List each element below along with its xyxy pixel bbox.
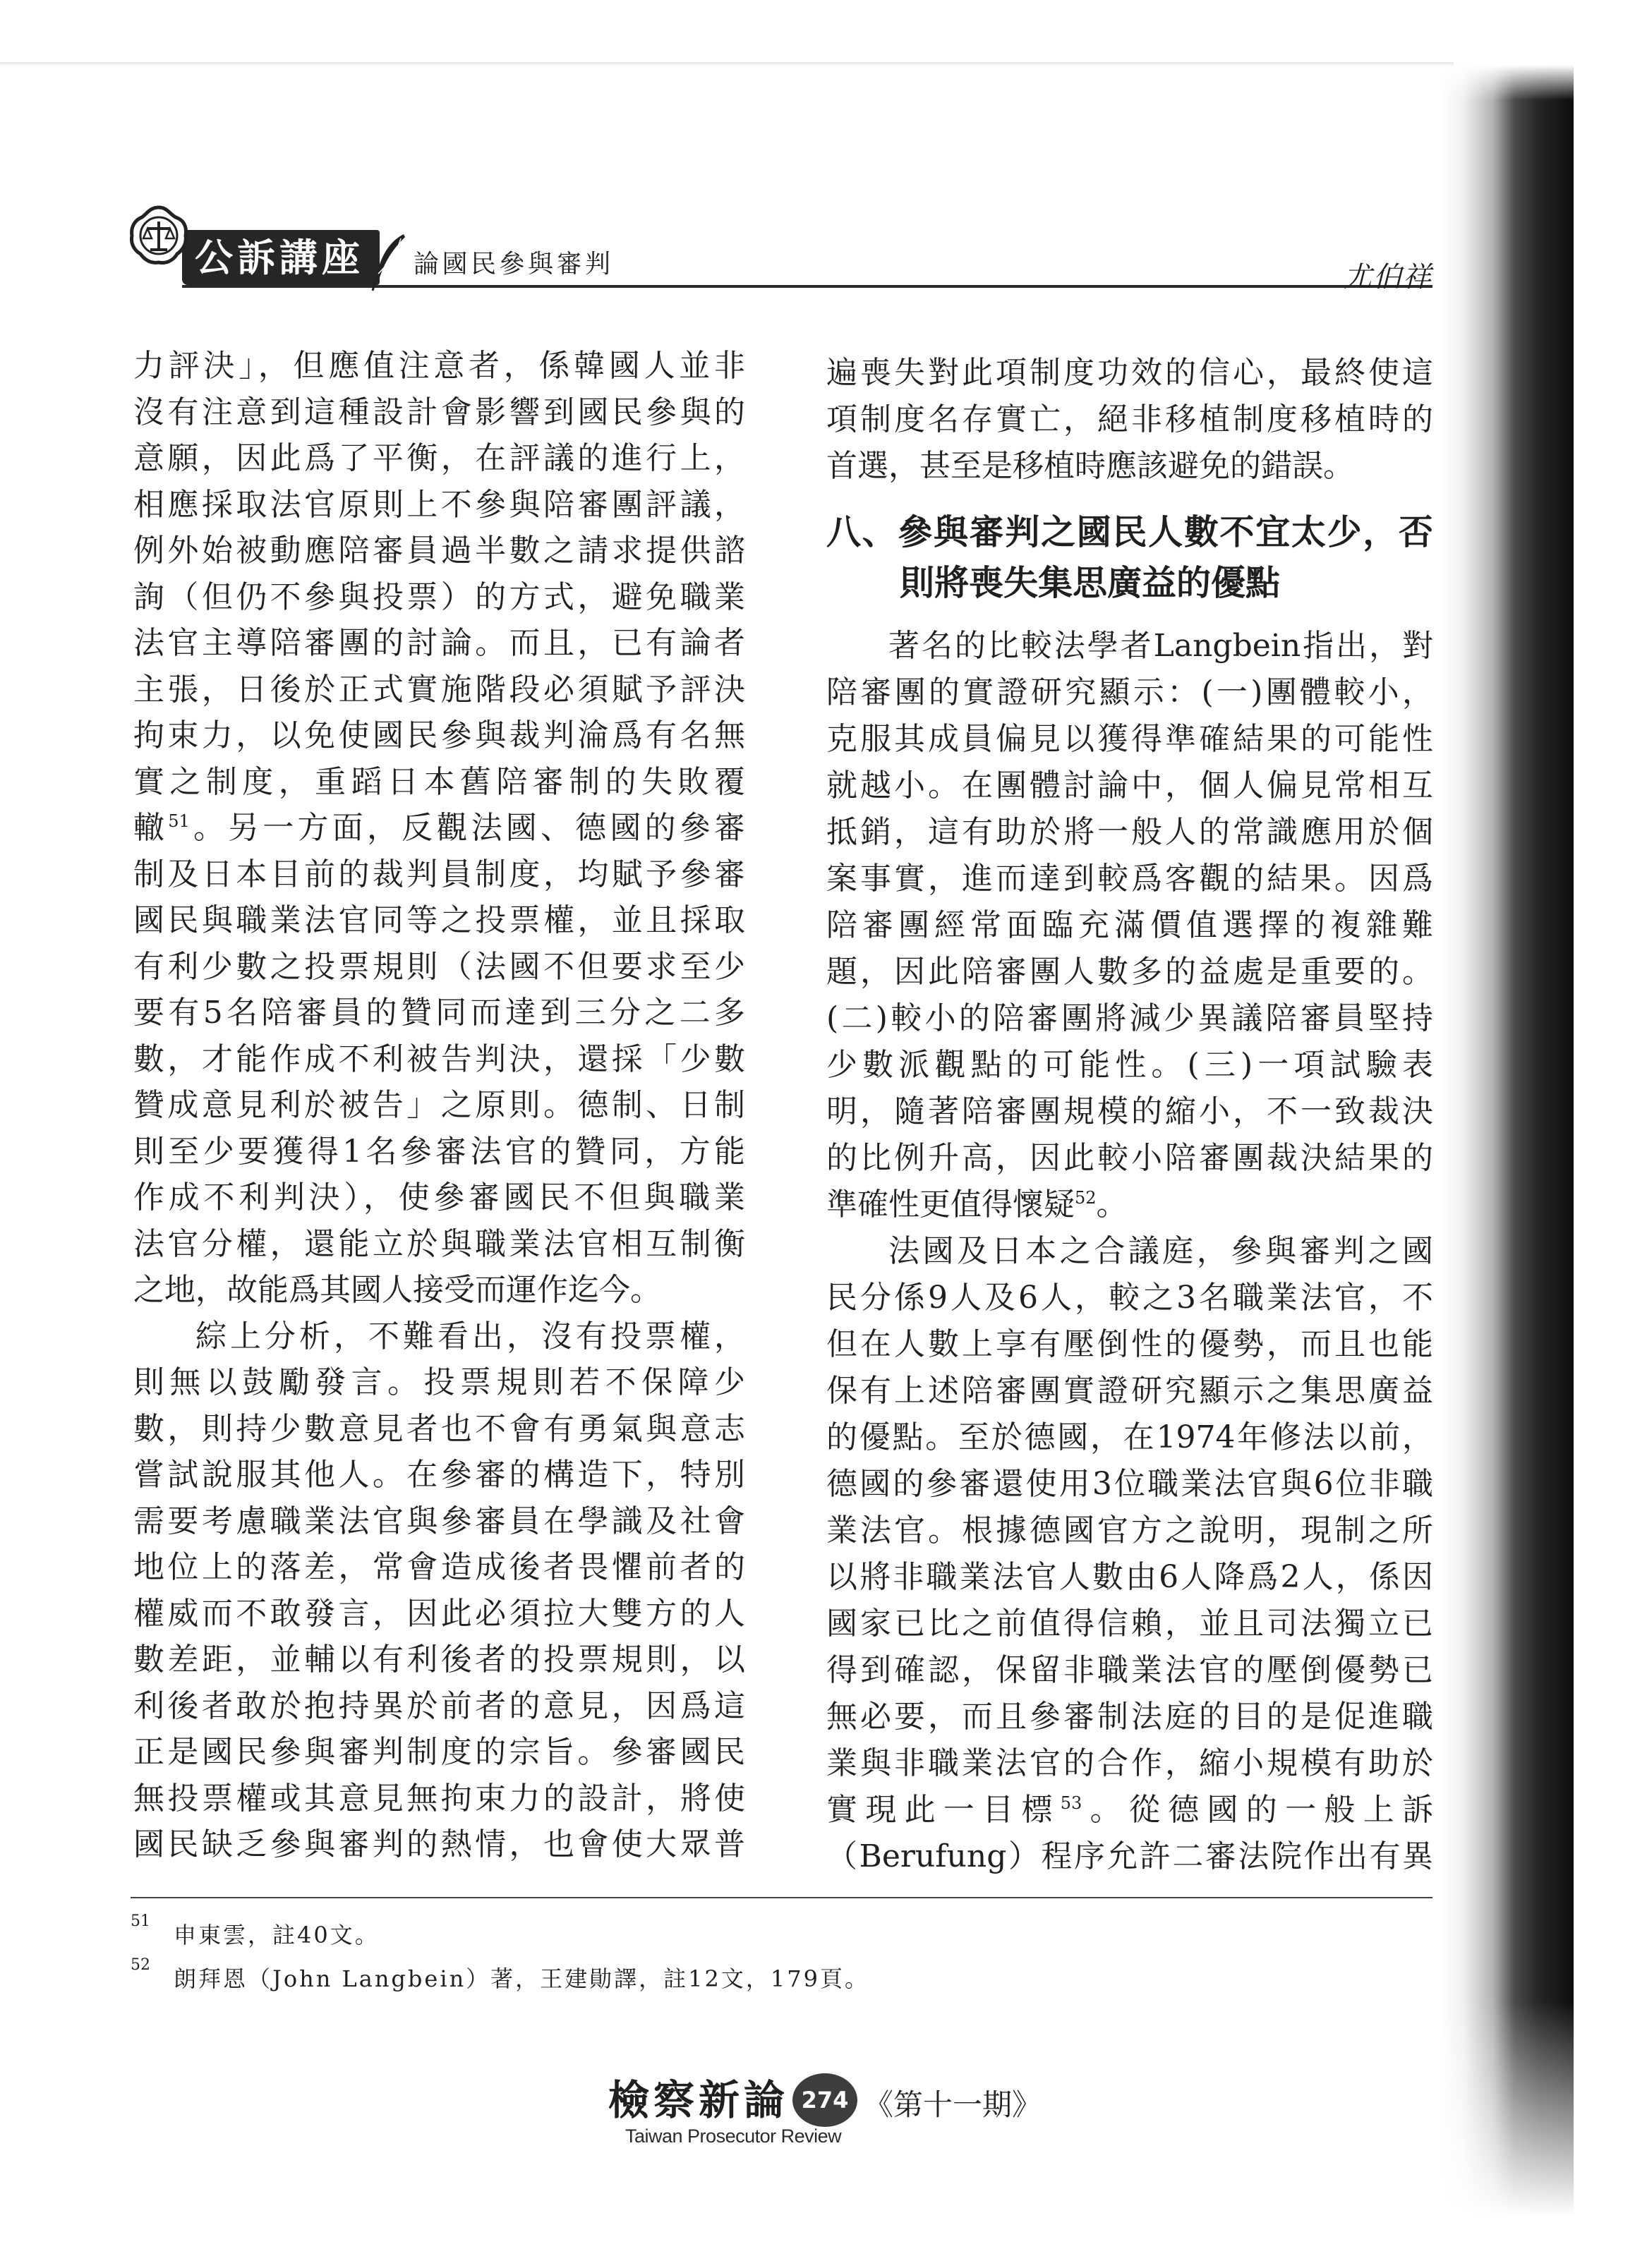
text-line: 陪審團經常面臨充滿價值選擇的複雜難 (826, 907, 1433, 943)
text-line: 的優點。至於德國，在1974年修法以前， (826, 1419, 1433, 1455)
text-line: 拘束力，以免使國民參與裁判淪爲有名無 (133, 717, 745, 753)
text-line: 克服其成員偏見以獲得準確結果的可能性 (826, 721, 1433, 757)
footnote-ref: 51 (168, 811, 190, 831)
text-line: 需要考慮職業法官與參審員在學識及社會 (133, 1503, 745, 1539)
text-line: 民分係9人及6人，較之3名職業法官，不 (826, 1280, 1433, 1316)
text-line: 法官主導陪審團的討論。而且，已有論者 (133, 625, 745, 661)
text-line: 得到確認，保留非職業法官的壓倒優勢已 (826, 1652, 1433, 1688)
text-line: 遍喪失對此項制度功效的信心，最終使這 (826, 355, 1433, 391)
text-line: 制及日本目前的裁判員制度，均賦予參審 (133, 856, 745, 892)
article-title: 論國民參與審判 (414, 250, 614, 279)
footnote-ref: 52 (1075, 1188, 1097, 1208)
text-line: 的比例升高，因此較小陪審團裁決結果的 (826, 1140, 1433, 1176)
page-top-edge (0, 62, 1454, 66)
text-line: 權威而不敢發言，因此必須拉大雙方的人 (133, 1595, 745, 1632)
text-line: 綜上分析，不難看出，沒有投票權， (195, 1318, 745, 1354)
footnote (131, 1912, 1260, 1951)
text-line: 贊成意見利於被告」之原則。德制、日制 (133, 1087, 745, 1123)
text-line: 例外始被動應陪審員過半數之請求提供諮 (133, 533, 745, 569)
quill-pen-icon (368, 231, 408, 292)
text-line: 法國及日本之合議庭，參與審判之國 (888, 1233, 1433, 1269)
text-line: 國家已比之前值得信賴，並且司法獨立已 (826, 1606, 1433, 1642)
footnote (131, 1956, 1260, 1994)
text-line: 地位上的落差，常會造成後者畏懼前者的 (133, 1549, 745, 1585)
text-line: 要有5名陪審員的贊同而達到三分之二多 (133, 995, 745, 1031)
journal-title: 檢察新論 (608, 2076, 790, 2124)
journal-title-english: Taiwan Prosecutor Review (625, 2126, 842, 2147)
text-line: 利後者敢於抱持異於前者的意見，因爲這 (133, 1687, 745, 1724)
text-line: 主張，日後於正式實施階段必須賦予評決 (133, 671, 745, 708)
footnote-number: 52 (131, 1956, 150, 1974)
text-line: 明，隨著陪審團規模的縮小，不一致裁決 (826, 1093, 1433, 1129)
text-line: 抵銷，這有助於將一般人的常識應用於個 (826, 814, 1433, 850)
text-line: 著名的比較法學者Langbein指出，對 (888, 628, 1433, 664)
line-text: 準確性更值得懷疑 (826, 1187, 1075, 1223)
section-heading (826, 490, 1433, 623)
author-name: 尤伯祥 (1344, 261, 1432, 293)
text-line: 有利少數之投票規則（法國不但要求至少 (133, 948, 745, 985)
text-line: 之地，故能爲其國人接受而運作迄今。 (133, 1272, 661, 1308)
text-line: 但在人數上享有壓倒性的優勢，而且也能 (826, 1326, 1433, 1362)
text-line: 首選，甚至是移植時應該避免的錯誤。 (826, 448, 1354, 484)
text-line: 相應採取法官原則上不參與陪審團評議， (133, 486, 745, 523)
text-line: 作成不利判決），使參審國民不但與職業 (133, 1180, 745, 1215)
text-line: 數，則持少數意見者也不會有勇氣與意志 (133, 1410, 745, 1447)
line-text: 。從德國的一般上訴 (1082, 1792, 1433, 1828)
text-line: 力評決」，但應值注意者，係韓國人並非 (133, 348, 745, 384)
text-line: 數，才能作成不利被告判決，還採「少數 (133, 1041, 745, 1077)
page-number: 274 (792, 2073, 857, 2127)
text-line (826, 1182, 1433, 1228)
text-line: 以將非職業法官人數由6人降爲2人，係因 (826, 1559, 1433, 1595)
text-line: 正是國民參與審判制度的宗旨。參審國民 (133, 1734, 745, 1770)
footnote-text: 朗拜恩（John Langbein）著，王建勛譯，註12文，179頁。 (174, 1965, 869, 1992)
section-heading-line: 八、參與審判之國民人數不宜太少，否 (826, 511, 1433, 552)
text-line: 無投票權或其意見無拘束力的設計，將使 (133, 1780, 745, 1817)
right-column (826, 350, 1433, 1880)
line-text: 實現此一目標 (826, 1792, 1061, 1828)
text-line: 就越小。在團體討論中，個人偏見常相互 (826, 768, 1433, 803)
text-line (826, 1787, 1433, 1833)
text-line (133, 805, 745, 851)
text-line: 案事實，進而達到較爲客觀的結果。因爲 (826, 861, 1433, 897)
text-line: 國民缺乏參與審判的熱情，也會使大眾普 (133, 1826, 745, 1862)
text-line: 意願，因此爲了平衡，在評議的進行上， (133, 440, 745, 476)
line-text: 。 (1096, 1187, 1128, 1223)
text-line: 無必要，而且參審制法庭的目的是促進職 (826, 1699, 1433, 1735)
text-line: 則至少要獲得1名參審法官的贊同，方能 (133, 1133, 745, 1170)
left-column (133, 343, 745, 1868)
text-line: 業法官。根據德國官方之說明，現制之所 (826, 1512, 1433, 1548)
text-line: （Berufung）程序允許二審法院作出有異 (826, 1838, 1433, 1874)
footnote-rule (131, 1897, 1432, 1898)
text-line: 沒有注意到這種設計會影響到國民參與的 (133, 394, 745, 430)
text-line: 詢（但仍不參與投票）的方式，避免職業 (133, 578, 745, 615)
issue-number: 《第十一期》 (864, 2087, 1042, 2122)
prosecution-emblem-icon (126, 203, 191, 268)
text-line: 少數派觀點的可能性。(三)一項試驗表 (826, 1047, 1433, 1083)
text-line: 陪審團的實證研究顯示：(一)團體較小， (826, 674, 1433, 710)
text-line: 國民與職業法官同等之投票權，並且採取 (133, 902, 745, 938)
line-text: 。另一方面，反觀法國、德國的參審 (189, 810, 745, 846)
text-line: 則無以鼓勵發言。投票規則若不保障少 (133, 1364, 745, 1400)
footnote-ref: 53 (1060, 1793, 1082, 1813)
text-line: 項制度名存實亡，絕非移植制度移植時的 (826, 401, 1433, 437)
footnote-text: 申東雲，註40文。 (174, 1922, 380, 1948)
line-text: 轍 (133, 810, 169, 846)
series-label: 公訴講座 (182, 230, 380, 285)
text-line: 法官分權，還能立於與職業法官相互制衡 (133, 1225, 745, 1262)
text-line: 嘗試說服其他人。在參審的構造下，特別 (133, 1457, 745, 1493)
footnote-number: 51 (131, 1912, 150, 1930)
text-line: (二)較小的陪審團將減少異議陪審員堅持 (826, 1000, 1433, 1036)
text-line: 業與非職業法官的合作，縮小規模有助於 (826, 1745, 1433, 1781)
text-line: 實之制度，重蹈日本舊陪審制的失敗覆 (133, 763, 745, 800)
text-line: 保有上述陪審團實證研究顯示之集思廣益 (826, 1373, 1433, 1409)
binding-gutter-shadow (1440, 65, 1574, 2217)
section-heading-line: 則將喪失集思廣益的優點 (900, 562, 1281, 603)
text-line: 數差距，並輔以有利後者的投票規則，以 (133, 1642, 745, 1678)
text-line: 德國的參審還使用3位職業法官與6位非職 (826, 1466, 1433, 1502)
text-line: 題，因此陪審團人數多的益處是重要的。 (826, 954, 1433, 990)
